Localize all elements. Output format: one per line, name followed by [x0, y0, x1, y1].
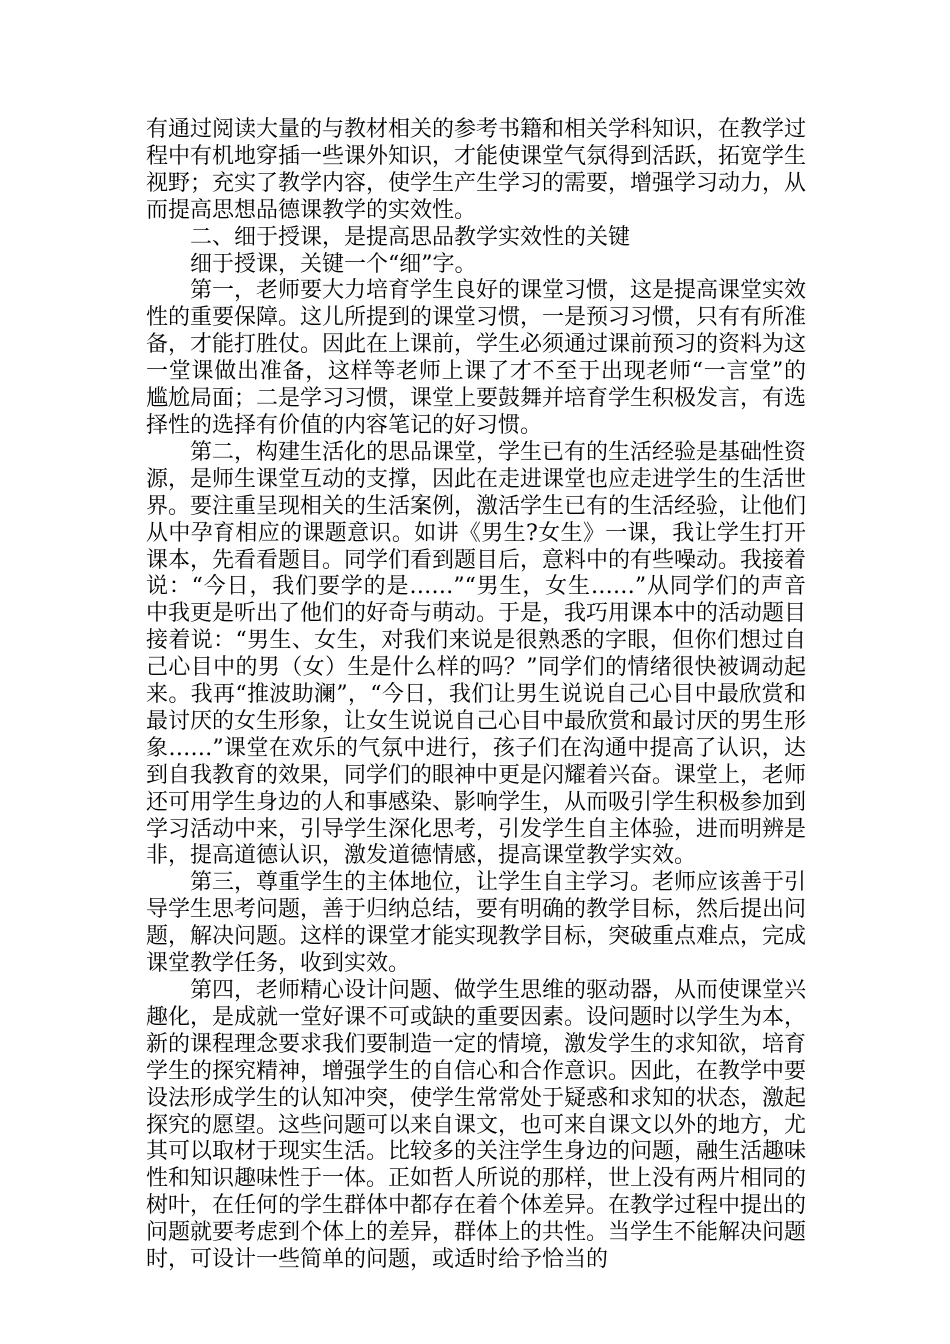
paragraph-third: 第三，尊重学生的主体地位，让学生自主学习。老师应该善于引导学生思考问题，善于归纳总结，要有明确的教学目标，然后提出问题，解决问题。这样的课堂才能实现教学目标，突破重点难点，完成课堂教学任务，收到实效。: [146, 870, 807, 977]
paragraph-first: 第一，老师要大力培育学生良好的课堂习惯，这是提高课堂实效性的重要保障。这儿所提到的课堂习惯，一是预习习惯，只有有所准备，才能打胜仗。因此在上课前，学生必须通过课前预习的资料为这一堂课做出准备，这样等老师上课了才不至于出现老师“一言堂”的尴尬局面；二是学习习惯，课堂上要鼓舞并培育学生积极发言，有选择性的选择有价值的内容笔记的好习惯。: [146, 278, 807, 438]
paragraph-second: 第二，构建生活化的思品课堂，学生已有的生活经验是基础性资源，是师生课堂互动的支撑，因此在走进课堂也应走进学生的生活世界。要注重呈现相关的生活案例，激活学生已有的生活经验，让他们从中孕育相应的课题意识。如讲《男生?女生》一课，我让学生打开课本，先看看题目。同学们看到题目后，意料中的有些噪动。我接着说：“今日，我们要学的是……”“男生，女生……”从同学们的声音中我更是听出了他们的好奇与萌动。于是，我巧用课本中的活动题目接着说：“男生、女生，对我们来说是很熟悉的字眼，但你们想过自己心目中的男（女）生是什么样的吗？”同学们的情绪很快被调动起来。我再“推波助澜”，“今日，我们让男生说说自己心目中最欣赏和最讨厌的女生形象，让女生说说自己心目中最欣赏和最讨厌的男生形象……”课堂在欢乐的气氛中进行，孩子们在沟通中提高了认识，达到自我教育的效果，同学们的眼神中更是闪耀着兴奋。课堂上，老师还可用学生身边的人和事感染、影响学生，从而吸引学生积极参加到学习活动中来，引导学生深化思考，引发学生自主体验，进而明辨是非，提高道德认识，激发道德情感，提高课堂教学实效。: [146, 439, 807, 869]
paragraph-fourth: 第四，老师精心设计问题、做学生思维的驱动器，从而使课堂兴趣化，是成就一堂好课不可或缺的重要因素。设问题时以学生为本，新的课程理念要求我们要制造一定的情境，激发学生的求知欲，培育学生的探究精神，增强学生的自信心和合作意识。因此，在教学中要设法形成学生的认知冲突，使学生常常处于疑惑和求知的状态，激起探究的愿望。这些问题可以来自课文，也可来自课文以外的地方，尤其可以取材于现实生活。比较多的关注学生身边的问题，融生活趣味性和知识趣味性于一体。正如哲人所说的那样，世上没有两片相同的树叶，在任何的学生群体中都存在着个体差异。在教学过程中提出的问题就要考虑到个体上的差异，群体上的共性。当学生不能解决问题时，可设计一些简单的问题，或适时给予恰当的: [146, 978, 807, 1273]
document-page: [146, 117, 806, 1274]
section-heading: 二、细于授课，是提高思品教学实效性的关键: [190, 224, 631, 250]
paragraph-continuation: 有通过阅读大量的与教材相关的参考书籍和相关学科知识，在教学过程中有机地穿插一些课外知识，才能使课堂气氛得到活跃，拓宽学生视野；充实了教学内容，使学生产生学习的需要，增强学习动力，从而提高思想品德课教学的实效性。: [146, 117, 807, 223]
paragraph-intro: 细于授课，关键一个“细”字。: [190, 251, 477, 277]
